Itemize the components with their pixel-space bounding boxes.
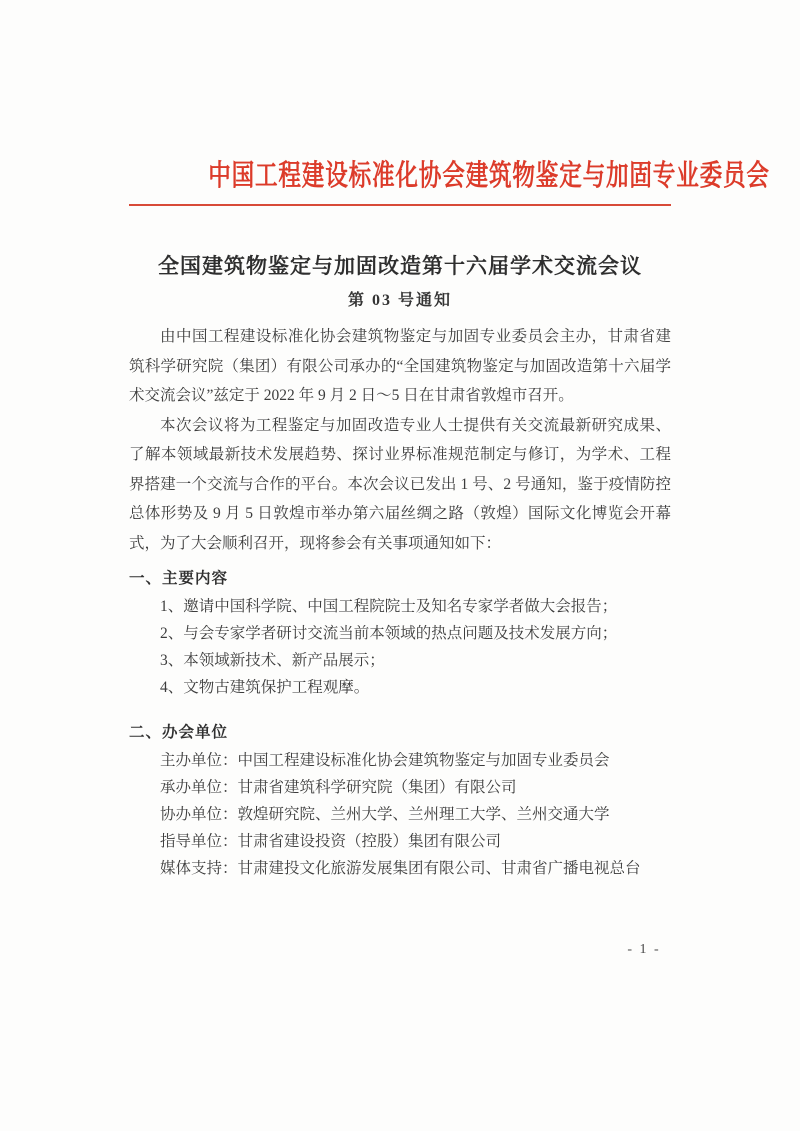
- list-item: 4、文物古建筑保护工程观摩。: [160, 679, 370, 696]
- list-item: 指导单位：甘肃省建设投资（控股）集团有限公司: [160, 833, 502, 850]
- intro-paragraph: 由中国工程建设标准化协会建筑物鉴定与加固专业委员会主办，甘肃省建筑科学研究院（集团）有限公司承办的“全国建筑物鉴定与加固改造第十六届学术交流会议”兹定于 2022 年 9 月 2 日～5 日在甘肃省敦煌市召开。: [129, 328, 671, 404]
- main-content-list: [129, 593, 671, 701]
- list-item: 主办单位：中国工程建设标准化协会建筑物鉴定与加固专业委员会: [160, 752, 610, 769]
- document-title: 全国建筑物鉴定与加固改造第十六届学术交流会议: [158, 254, 642, 278]
- list-item: 3、本领域新技术、新产品展示；: [160, 652, 385, 669]
- purpose-paragraph: 本次会议将为工程鉴定与加固改造专业人士提供有关交流最新研究成果、了解本领域最新技术发展趋势、探讨业界标准规范制定与修订，为学术、工程界搭建一个交流与合作的平台。本次会议已发出 1 号、2 号通知，鉴于疫情防控总体形势及 9 月 5 日敦煌市举办第六届丝绸之路（敦煌）国际文化博览会开幕式，为了大会顺利召开，现将参会有关事项通知如下：: [129, 416, 671, 552]
- list-item: 媒体支持：甘肃建投文化旅游发展集团有限公司、甘肃省广播电视总台: [160, 860, 641, 877]
- notice-number: 第 03 号通知: [347, 292, 452, 309]
- section-heading-main-content: 一、主要内容: [129, 570, 229, 587]
- list-item: 协办单位：敦煌研究院、兰州大学、兰州理工大学、兰州交通大学: [160, 806, 610, 823]
- letterhead-banner: [129, 156, 770, 206]
- page-number: - 1 -: [627, 942, 661, 957]
- list-item: 2、与会专家学者研讨交流当前本领域的热点问题及技术发展方向；: [160, 625, 618, 642]
- document-body: [129, 322, 671, 558]
- letterhead-text: 中国工程建设标准化协会建筑物鉴定与加固专业委员会: [208, 160, 770, 192]
- organizers-list: [129, 747, 671, 882]
- list-item: 承办单位：甘肃省建筑科学研究院（集团）有限公司: [160, 779, 517, 796]
- section-heading-organizers: 二、办会单位: [129, 724, 229, 741]
- list-item: 1、邀请中国科学院、中国工程院院士及知名专家学者做大会报告；: [160, 598, 618, 615]
- document-content: [129, 0, 770, 882]
